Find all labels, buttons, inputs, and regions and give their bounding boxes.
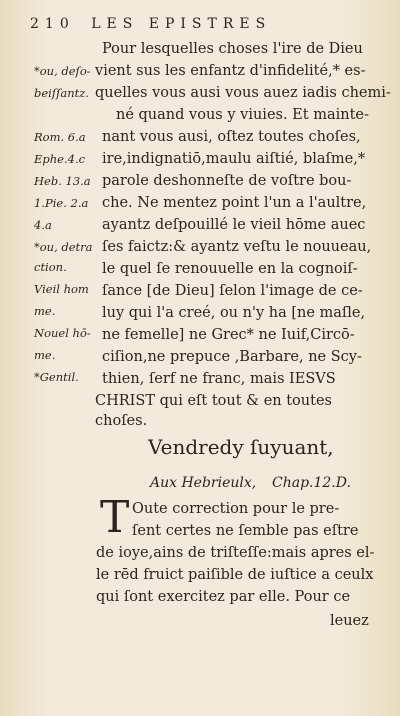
body-line: ne femelle] ne Grec* ne Iuif,Circō- [102, 327, 355, 343]
section-line: ſent certes ne ſemble pas eſtre [132, 523, 359, 539]
body-line: luy qui l'a creé, ou n'y ha [ne maſle, [102, 305, 366, 321]
margin-note: Ephe.4.c [34, 152, 86, 166]
margin-note: Heb. 13.a [34, 174, 91, 188]
section-subtitle: Aux Hebrieulx, [150, 475, 257, 491]
body-line: ire,indignatiō,maulu aiſtié, blaſme,* [102, 151, 366, 167]
margin-note: me. [34, 304, 56, 318]
body-line: che. Ne mentez point l'un a l'aultre, [102, 195, 367, 211]
margin-note: 4.a [34, 218, 52, 232]
margin-note: *ou, deſo- [34, 64, 91, 78]
section-chapter: Chap.12.D. [272, 475, 351, 491]
margin-note: beiſſantz. [34, 86, 89, 100]
margin-note: *ou, detra [34, 240, 93, 254]
body-line: vient sus les enfantz d'infidelité,* es- [95, 63, 366, 79]
margin-note: *Gentil. [34, 370, 79, 384]
body-line: quelles vous ausi vous auez iadis chemi- [95, 85, 391, 101]
margin-note: Vieil hom [34, 282, 89, 296]
body-line: choſes. [95, 413, 148, 429]
running-header [30, 16, 271, 32]
body-line: ciſion,ne prepuce ,Barbare, ne Scy- [102, 349, 362, 365]
section-line: qui ſont exercitez par elle. Pour ce [96, 589, 351, 605]
body-line: nant vous ausi, oſtez toutes choſes, [102, 129, 361, 145]
body-line: ſes faictz:& ayantz veſtu le nouueau, [102, 239, 372, 255]
body-line: le quel ſe renouuelle en la cognoiſ- [102, 261, 358, 277]
body-line: thien, ſerf ne franc, mais IESVS [102, 371, 336, 387]
body-line: CHRIST qui eſt tout & en toutes [95, 393, 332, 409]
body-line: ſance [de Dieu] ſelon l'image de ce- [102, 283, 363, 299]
section-line: le rēd fruict paiſible de iuſtice a ceulx [96, 567, 374, 583]
catchword: leuez [330, 613, 369, 629]
body-line: parole deshonneſte de voſtre bou- [102, 173, 352, 189]
margin-note: ction. [34, 260, 67, 274]
section-title: Vendredy ſuyuant, [148, 435, 334, 459]
body-line: Pour lesquelles choses l'ire de Dieu [102, 41, 363, 57]
drop-cap: T [100, 492, 130, 543]
margin-note: Rom. 6.a [34, 130, 86, 144]
page-number: 210 [30, 16, 75, 32]
section-line: de ioye,ains de triſteſſe:mais apres el- [96, 545, 375, 561]
margin-note: me. [34, 348, 56, 362]
section-line: Oute correction pour le pre- [132, 501, 340, 517]
margin-note: Nouel hō- [34, 326, 91, 340]
body-line: ayantz deſpouillé le vieil hōme auec [102, 217, 366, 233]
body-line: né quand vous y viuies. Et mainte- [116, 107, 369, 123]
margin-note: 1.Pie. 2.a [34, 196, 89, 210]
running-title: LES EPISTRES [91, 16, 272, 32]
